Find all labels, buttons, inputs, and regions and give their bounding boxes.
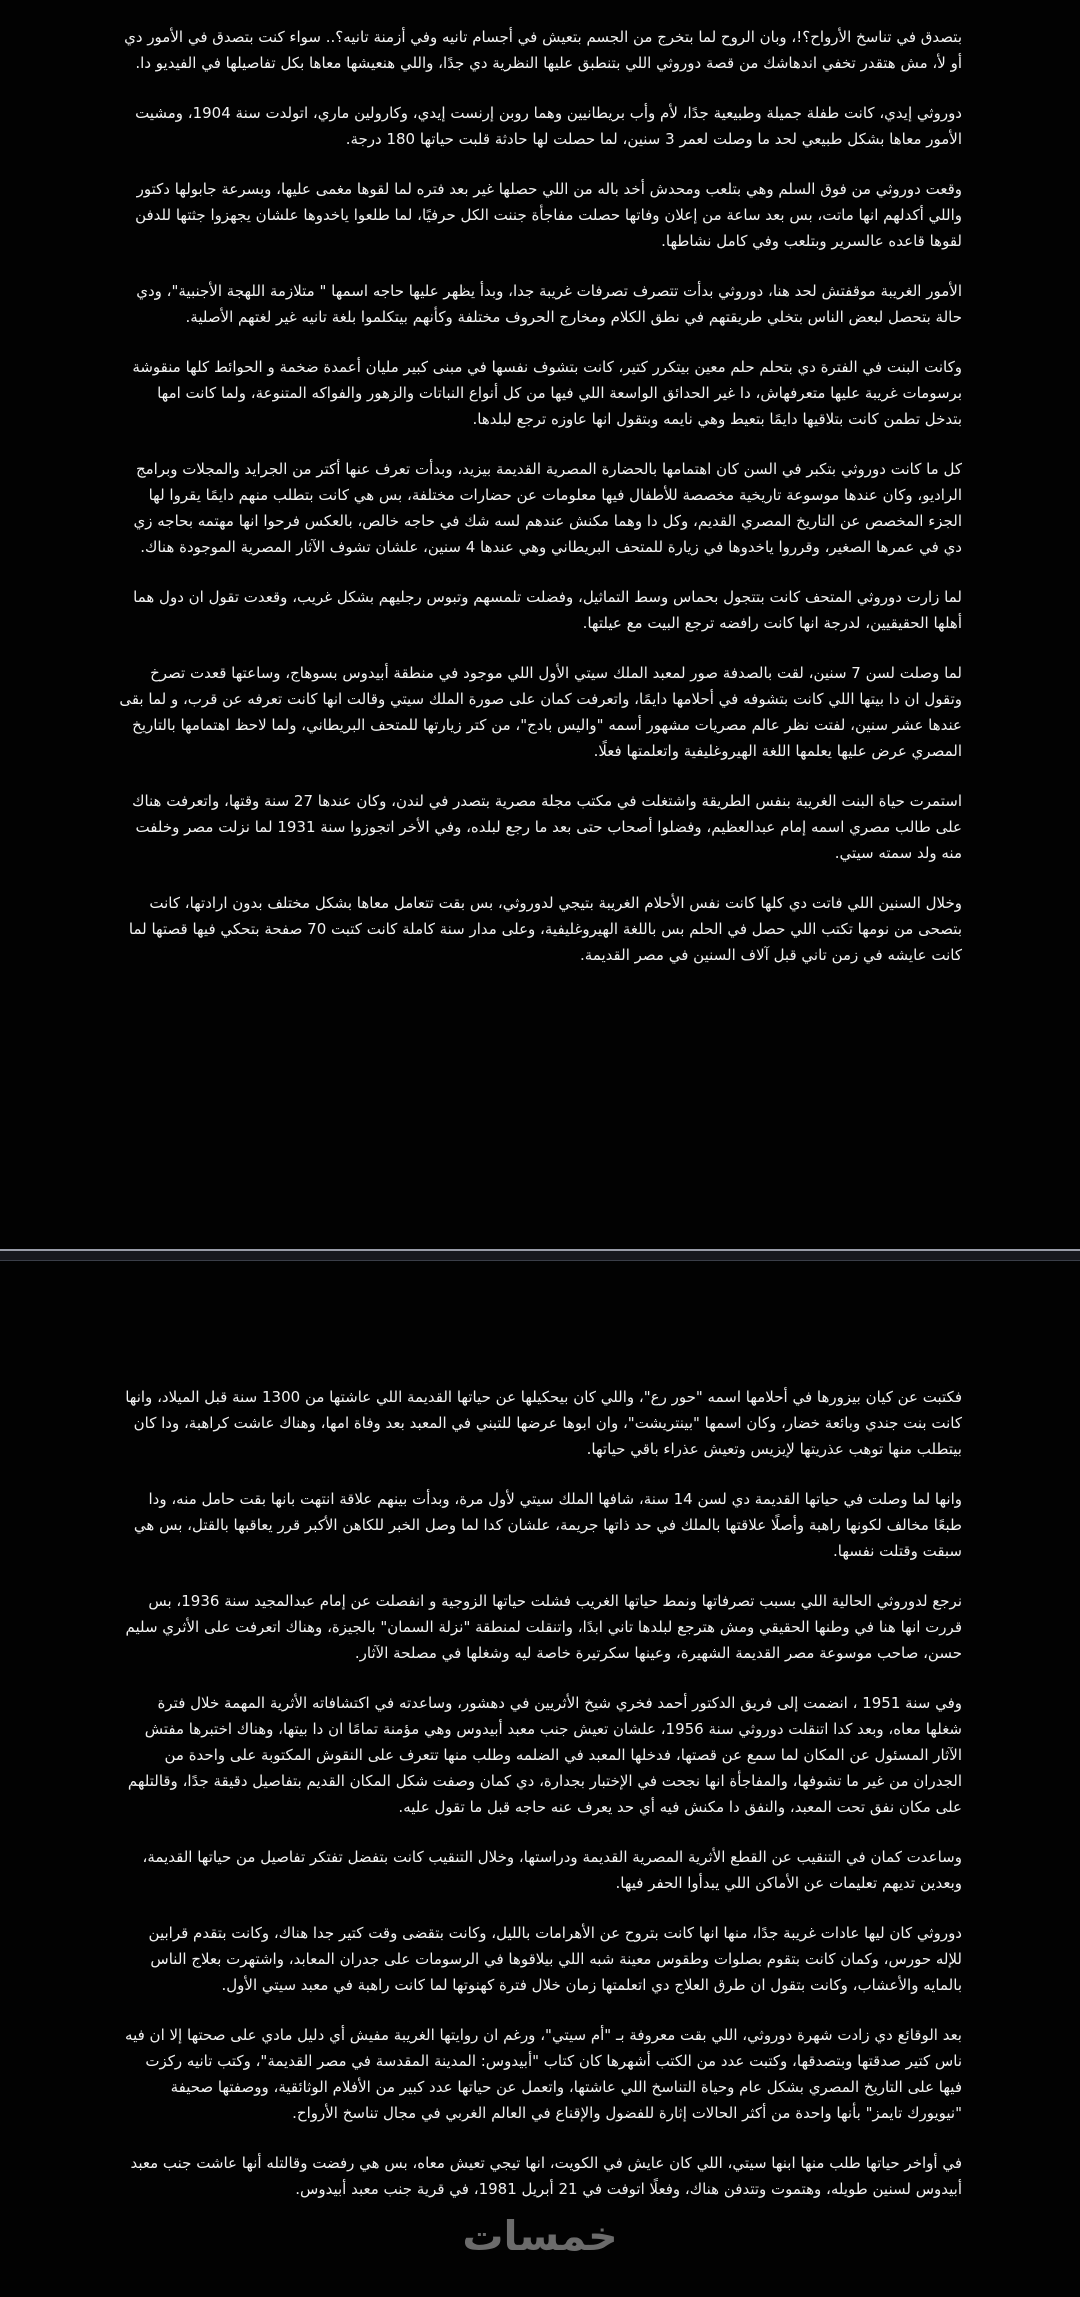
paragraph: كل ما كانت دوروثي بتكبر في السن كان اهتمامها بالحضارة المصرية القديمة بيزيد، وبدأت تعرف عنها أكتر من الجرايد والمجلات وبرامج الراديو، وكان عندها موسوعة تاريخية مخصصة للأطفال فيها معلومات عن حضارات مختلفة، بس هي كانت بتطلب منهم دايمًا يقروا لها الجزء المخصص عن التاريخ المصري القديم، وكل دا وهما مكنش عندهم لسه شك في حاجه خالص، بالعكس فرحوا انها مهتمه بحاجه زي دي في عمرها الصغير، وقرروا ياخدوها في زيارة للمتحف البريطاني وهي عندها 4 سنين، علشان تشوف الآثار المصرية الموجودة هناك. — [133, 460, 962, 556]
paragraph: وقعت دوروثي من فوق السلم وهي بتلعب ومحدش أخد باله من اللي حصلها غير بعد فتره لما لقوها مغمى عليها، وبسرعة جابولها دكتور واللي أكدلهم انها ماتت، بس بعد ساعة من إعلان وفاتها حصلت مفاجأة جننت الكل حرفيًا، لما طلعوا ياخدوها علشان يجهزوا جثتها للدفن لقوها قاعده عالسرير وبتلعب وفي كامل نشاطها. — [135, 180, 962, 250]
bottom-section — [118, 1384, 962, 2226]
paragraph: الأمور الغريبة موقفتش لحد هنا، دوروثي بدأت تتصرف تصرفات غريبة جدا، وبدأ يظهر عليها حاجه اسمها " متلازمة اللهجة الأجنبية"، ودي حالة بتحصل لبعض الناس بتخلي طريقتهم في نطق الكلام ومخارج الحروف مختلفة وكأنهم بيتكلموا بلغة تانيه غير لغتهم الأصلية. — [136, 282, 962, 326]
paragraph: نرجع لدوروثي الحالية اللي بسبب تصرفاتها ونمط حياتها الغريب فشلت حياتها الزوجية و انفصلت عن إمام عبدالمجيد سنة 1936، بس قررت انها هنا في وطنها الحقيقي ومش هترجع لبلدها تاني ابدًا، واتنقلت لمنطقة "نزلة السمان" بالجيزة، وهناك اتعرفت على الأثري سليم حسن، صاحب موسوعة مصر القديمة الشهيرة، وعينها سكرتيرة خاصة ليه وشغلها في مصلحة الآثار. — [125, 1592, 962, 1662]
paragraph: لما زارت دوروثي المتحف كانت بتتجول بحماس وسط التماثيل، وفضلت تلمسهم وتبوس رجليهم بشكل غريب، وقعدت تقول ان دول هما أهلها الحقيقيين، لدرجة انها كانت رافضه ترجع البيت مع عيلتها. — [133, 588, 962, 632]
paragraph: بعد الوقائع دي زادت شهرة دوروثي، اللي بقت معروفة بـ "أم سيتي"، ورغم ان روايتها الغريبة مفيش أي دليل مادي على صحتها إلا ان فيه ناس كتير صدقتها وبتصدقها، وكتبت عدد من الكتب أشهرها كان كتاب "أبيدوس: المدينة المقدسة في مصر القديمة"، وكتب تانيه ركزت فيها على التاريخ المصري بشكل عام وحياة التناسخ اللي عاشتها، واتعمل عن حياتها عدد كبير من الأفلام الوثائقية، ووصفتها صحيفة "نيويورك تايمز" بأنها واحدة من أكثر الحالات إثارة للفضول والإقناع في العالم الغربي في مجال تناسخ الأرواح. — [125, 2026, 962, 2122]
paragraph: دوروثي كان ليها عادات غريبة جدًا، منها انها كانت بتروح عن الأهرامات بالليل، وكانت بتقضى وقت كتير جدا هناك، وكانت بتقدم قرابين للإله حورس، وكمان كانت بتقوم بصلوات وطقوس معينة شبه اللي بيلاقوها في الرسومات على جدران المعابد، واشتهرت بعلاج الناس بالمايه والأعشاب، وكانت بتقول ان طرق العلاج دي اتعلمتها زمان خلال فترة كهنوتها لما كانت راهبة في معبد سيتي الأول. — [148, 1924, 962, 1994]
paragraph: في أواخر حياتها طلب منها ابنها سيتي، اللي كان عايش في الكويت، انها تيجي تعيش معاه، بس هي رفضت وقالتله أنها عاشت جنب معبد أبيدوس لسنين طويله، وهتموت وتتدفن هناك، وفعلًا اتوفت في 21 أبريل 1981، في قرية جنب معبد أبيدوس. — [130, 2154, 962, 2198]
paragraph: استمرت حياة البنت الغريبة بنفس الطريقة واشتغلت في مكتب مجلة مصرية بتصدر في لندن، وكان عندها 27 سنة وقتها، واتعرفت هناك على طالب مصري اسمه إمام عبدالعظيم، وفضلوا أصحاب حتى بعد ما رجع لبلده، وفي الأخر اتجوزوا سنة 1931 لما نزلت مصر وخلفت منه ولد سمته سيتي. — [132, 792, 962, 862]
section-divider — [0, 1249, 1080, 1261]
paragraph: بتصدق في تناسخ الأرواح؟!، وبان الروح لما بتخرج من الجسم بتعيش في أجسام تانيه وفي أزمنة تانيه؟.. سواء كنت بتصدق في الأمور دي أو لأ، مش هتقدر تخفي اندهاشك من قصة دوروثي اللي بتنطبق عليها النظرية دي جدًا، واللي هنعيشها معاها بكل تفاصيلها في الفيديو دا. — [124, 28, 962, 72]
khamsat-logo-watermark: خمسات — [462, 2212, 618, 2260]
paragraph: فكتبت عن كيان بيزورها في أحلامها اسمه "حور رع"، واللي كان بيحكيلها عن حياتها القديمة اللي عاشتها من 1300 سنة قبل الميلاد، وانها كانت بنت جندي وبائعة خضار، وكان اسمها "بينتريشت"، وان ابوها عرضها للتبني في المعبد بعد وفاة امها، وهناك عاشت كراهبة، ودا كان بيتطلب منها توهب عذريتها لإيزيس وتعيش عذراء باقي حياتها. — [125, 1388, 962, 1458]
paragraph: وانها لما وصلت في حياتها القديمة دي لسن 14 سنة، شافها الملك سيتي لأول مرة، وبدأت بينهم علاقة انتهت بانها بقت حامل منه، ودا طبعًا مخالف لكونها راهبة وأصلًا علاقتها بالملك في حد ذاتها جريمة، علشان كدا لما وصل الخبر للكاهن الأكبر قرر يعاقبها بالقتل، بس هي سبقت وقتلت نفسها. — [133, 1490, 962, 1560]
paragraph: وساعدت كمان في التنقيب عن القطع الأثرية المصرية القديمة ودراستها، وخلال التنقيب كانت بتفضل تفتكر تفاصيل من حياتها القديمة، وبعدين تديهم تعليمات عن الأماكن اللي يبدأوا الحفر فيها. — [142, 1848, 962, 1892]
paragraph: دوروثي إيدي، كانت طفلة جميلة وطبيعية جدًا، لأم وأب بريطانيين وهما روبن إرنست إيدي، وكارولين ماري، اتولدت سنة 1904، ومشيت الأمور معاها بشكل طبيعي لحد ما وصلت لعمر 3 سنين، لما حصلت لها حادثة قلبت حياتها 180 درجة. — [135, 104, 962, 148]
paragraph: وخلال السنين اللي فاتت دي كلها كانت نفس الأحلام الغريبة بتيجي لدوروثي، بس بقت تتعامل معاها بشكل مختلف بدون ارادتها، كانت بتصحى من نومها تكتب اللي حصل في الحلم بس باللغة الهيروغليفية، وعلى مدار سنة كاملة كانت كتبت 70 صفحة بتحكي فيها قصتها لما كانت عايشه في زمن تاني قبل آلاف السنين في مصر القديمة. — [128, 894, 962, 964]
paragraph: وفي سنة 1951 ، انضمت إلى فريق الدكتور أحمد فخري شيخ الأثريين في دهشور، وساعدته في اكتشافاته الأثرية المهمة خلال فترة شغلها معاه، وبعد كدا اتنقلت دوروثي سنة 1956، علشان تعيش جنب معبد أبيدوس وهي مؤمنة تمامًا ان دا بيتها، وهناك اختبرها مفتش الآثار المسئول عن المكان لما سمع عن قصتها، فدخلها المعبد في الضلمه وطلب منها تتعرف على النقوش المكتوبة على واحدة من الجدران من غير ما تشوفها، والمفاجأة انها نجحت في الإختبار بجدارة، دي كمان وصفت شكل المكان القديم بتفاصيل دقيقة جدًا، وقالتلهم على مكان نفق تحت المعبد، والنفق دا مكنش فيه أي حد يعرف عنه حاجه قبل ما تقول عليه. — [127, 1694, 962, 1816]
paragraph: وكانت البنت في الفترة دي بتحلم حلم معين بيتكرر كتير، كانت بتشوف نفسها في مبنى كبير مليان أعمدة ضخمة و الحوائط كلها منقوشة برسومات غريبة عليها متعرفهاش، دا غير الحدائق الواسعة اللي فيها من كل أنواع النباتات والزهور والفواكه المتنوعة، ولما كانت امها بتدخل تطمن كانت بتلاقيها دايمًا بتعيط وهي نايمه وبتقول انها عاوزه ترجع لبلدها. — [132, 358, 962, 428]
top-section — [118, 24, 962, 992]
paragraph: لما وصلت لسن 7 سنين، لقت بالصدفة صور لمعبد الملك سيتي الأول اللي موجود في منطقة أبيدوس بسوهاج، وساعتها قعدت تصرخ وتقول ان دا بيتها اللي كانت بتشوفه في أحلامها دايمًا، واتعرفت كمان على صورة الملك سيتي وقالت انها كانت تعرفه عن قرب، و لما بقى عندها عشر سنين، لفتت نظر عالم مصريات مشهور أسمه "واليس بادج"، من كتر زيارتها للمتحف البريطاني، ولما لاحظ اهتمامها بالتاريخ المصري عرض عليها يعلمها اللغة الهيروغليفية واتعلمتها فعلًا. — [119, 664, 962, 760]
